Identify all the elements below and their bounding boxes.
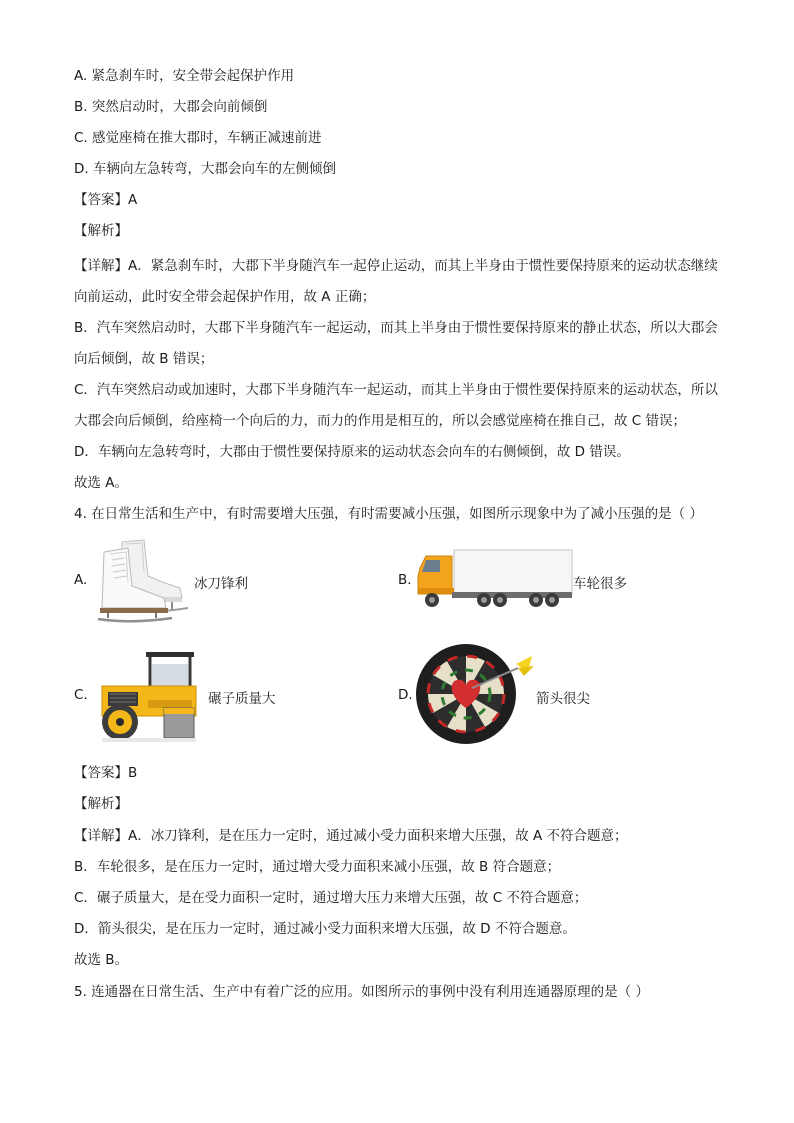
ice-skate-icon xyxy=(92,536,192,624)
q4-detail-a: 【详解】A．冰刀锋利，是在压力一定时，通过减小受力面积来增大压强，故 A 不符合题意； xyxy=(74,828,628,844)
q4-option-c-letter: C. xyxy=(74,687,88,703)
dartboard-icon xyxy=(416,642,538,746)
q3-conclusion: 故选 A。 xyxy=(74,475,129,491)
q4-option-a-letter: A. xyxy=(74,572,88,588)
q3-detail-c: C．汽车突然启动或加速时，大郡下半身随汽车一起运动，而其上半身由于惯性要保持原来的运动状态，所以大郡会向后倾倒，给座椅一个向后的力，而力的作用是相互的，所以会感觉座椅在推自己，故 C 错误； xyxy=(74,382,718,429)
truck-icon xyxy=(412,546,574,612)
q4-detail-c: C．碾子质量大，是在受力面积一定时，通过增大压力来增大压强，故 C 不符合题意； xyxy=(74,890,588,906)
q3-detail-d: D．车辆向左急转弯时，大郡由于惯性要保持原来的运动状态会向车的右侧倾倒，故 D 错误。 xyxy=(74,444,630,460)
q3-analysis-label: 【解析】 xyxy=(74,223,128,239)
q3-detail-b: B．汽车突然启动时，大郡下半身随汽车一起运动，而其上半身由于惯性要保持原来的静止状态，所以大郡会向后倾倒，故 B 错误； xyxy=(74,320,718,367)
q4-answer: 【答案】B xyxy=(74,765,138,781)
q3-option-b: B. 突然启动时，大郡会向前倾倒 xyxy=(74,99,268,115)
q3-detail-a: 【详解】A．紧急刹车时，大郡下半身随汽车一起停止运动，而其上半身由于惯性要保持原来的运动状态继续向前运动，此时安全带会起保护作用，故 A 正确； xyxy=(74,258,718,305)
q3-option-a: A. 紧急刹车时，安全带会起保护作用 xyxy=(74,68,295,84)
q3-option-d: D. 车辆向左急转弯，大郡会向车的左侧倾倒 xyxy=(74,161,336,177)
q4-option-d-letter: D. xyxy=(398,687,413,703)
q4-stem: 4. 在日常生活和生产中，有时需要增大压强，有时需要减小压强，如图所示现象中为了减小压强的是（ ） xyxy=(74,506,703,522)
q4-option-b-text: 车轮很多 xyxy=(573,576,627,592)
q3-option-c: C. 感觉座椅在推大郡时，车辆正减速前进 xyxy=(74,130,322,146)
q3-answer: 【答案】A xyxy=(74,192,138,208)
q4-analysis-label: 【解析】 xyxy=(74,796,128,812)
q5-stem: 5. 连通器在日常生活、生产中有着广泛的应用。如图所示的事例中没有利用连通器原理的是（ ） xyxy=(74,984,649,1000)
q4-detail-d: D．箭头很尖，是在压力一定时，通过减小受力面积来增大压强，故 D 不符合题意。 xyxy=(74,921,576,937)
q4-conclusion: 故选 B。 xyxy=(74,952,129,968)
q4-option-b-letter: B. xyxy=(398,572,412,588)
q4-option-a-text: 冰刀锋利 xyxy=(194,576,248,592)
q4-option-d-text: 箭头很尖 xyxy=(536,691,590,707)
q4-option-c-text: 碾子质量大 xyxy=(208,691,276,707)
road-roller-icon xyxy=(98,650,200,744)
q4-detail-b: B．车轮很多，是在压力一定时，通过增大受力面积来减小压强，故 B 符合题意； xyxy=(74,859,561,875)
